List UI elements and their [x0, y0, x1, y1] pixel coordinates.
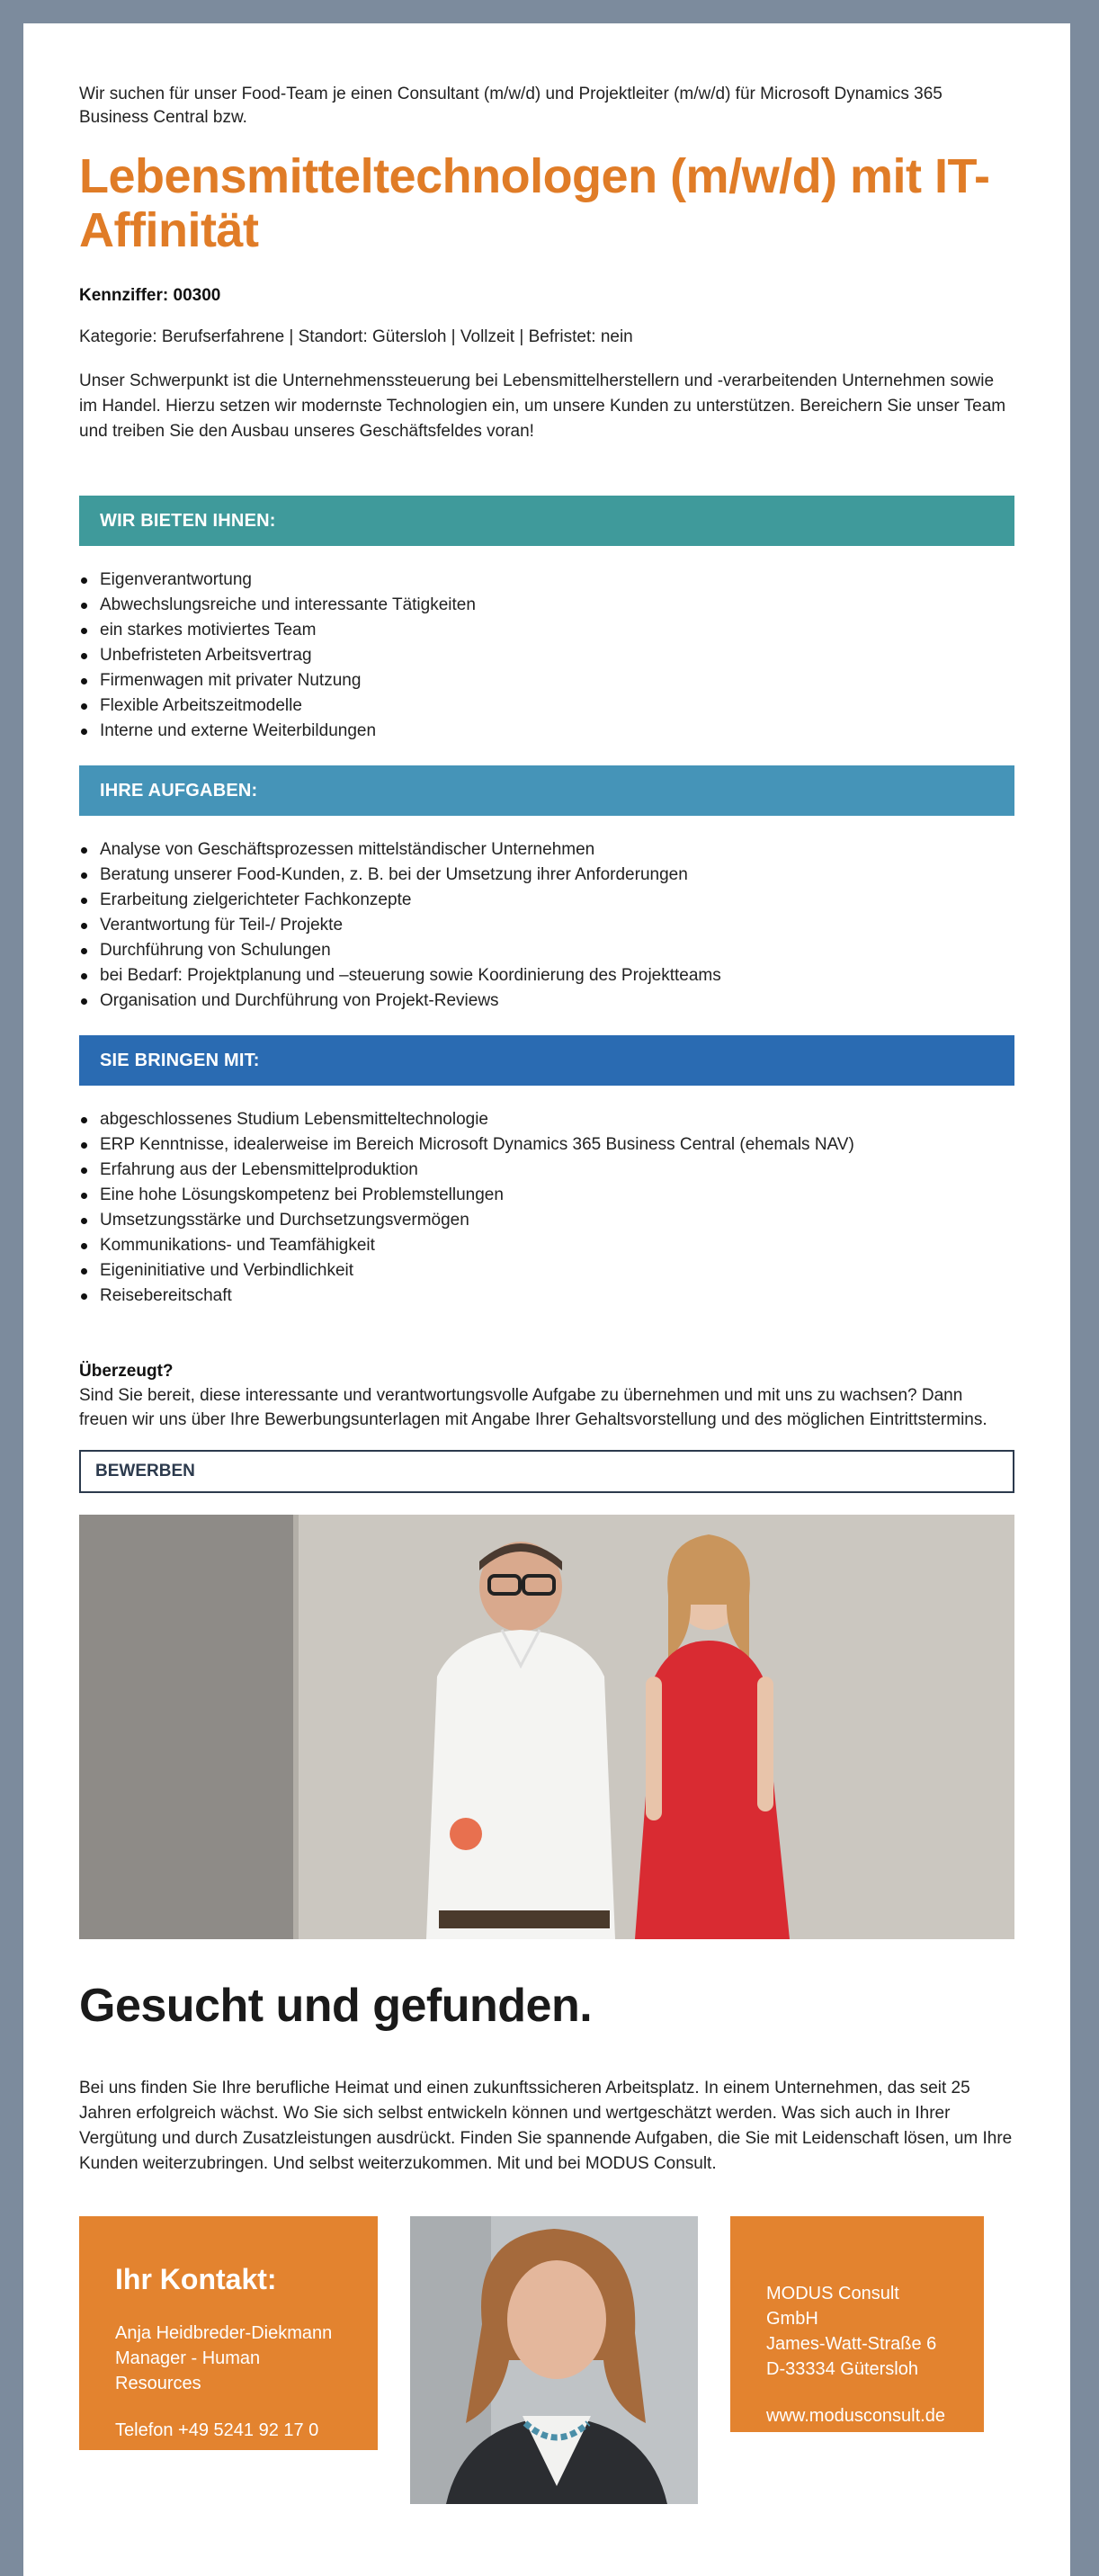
reference-number: Kennziffer: 00300 [79, 286, 221, 305]
list-item: ERP Kenntnisse, idealerweise im Bereich Microsoft Dynamics 365 Business Central (ehemals NAV) [79, 1132, 1014, 1158]
contact-phone[interactable]: Telefon +49 5241 92 17 0 [115, 2420, 319, 2440]
contact-role: Manager - Human Resources [115, 2348, 261, 2393]
list-item: Firmenwagen mit privater Nutzung [79, 668, 1014, 693]
requirements-section-heading: SIE BRINGEN MIT: [79, 1035, 1014, 1086]
team-photo [79, 1515, 1014, 1939]
contact-portrait-illustration [410, 2216, 698, 2504]
job-meta: Kategorie: Berufserfahrene | Standort: Gütersloh | Vollzeit | Befristet: nein [79, 327, 633, 346]
slogan-heading: Gesucht und gefunden. [79, 1980, 593, 2032]
company-street: James-Watt-Straße 6 [766, 2334, 937, 2354]
company-box [730, 2216, 984, 2432]
list-item: Organisation und Durchführung von Projekt-Reviews [79, 988, 1014, 1014]
contact-box [79, 2216, 378, 2450]
list-item: Reisebereitschaft [79, 1284, 1014, 1309]
job-posting-page [23, 23, 1070, 2576]
list-item: Erarbeitung zielgerichteter Fachkonzepte [79, 888, 1014, 913]
list-item: ein starkes motiviertes Team [79, 618, 1014, 643]
company-name: MODUS Consult GmbH [766, 2284, 899, 2329]
company-city: D-33334 Gütersloh [766, 2359, 918, 2379]
team-photo-illustration [79, 1515, 1014, 1939]
closing-text: Sind Sie bereit, diese interessante und verantwortungsvolle Aufgabe zu übernehmen und mit uns zu wachsen? Dann freuen wir uns über Ihre Bewerbungsunterlagen mit Angabe Ihrer Gehaltsvorstellung und des möglichen Eintrittstermins. [79, 1386, 987, 1429]
list-item: Eine hohe Lösungskompetenz bei Problemstellungen [79, 1183, 1014, 1208]
tasks-section-heading: IHRE AUFGABEN: [79, 765, 1014, 816]
job-title: Lebensmitteltechnologen (m/w/d) mit IT-Affinität [79, 149, 990, 257]
contact-heading: Ihr Kontakt: [115, 2263, 277, 2295]
list-item: Kommunikations- und Teamfähigkeit [79, 1233, 1014, 1258]
contact-portrait [410, 2216, 698, 2504]
slogan-text: Bei uns finden Sie Ihre berufliche Heimat und einen zukunftssicheren Arbeitsplatz. In einem Unternehmen, das seit 25 Jahren erfolgreich wächst. Wo Sie sich selbst entwickeln können und wertgeschätzt werden. Was sich auch in Ihrer Vergütung und durch Zusatzleistungen ausdrückt. Finden Sie spannende Aufgaben, die Sie mit Leidenschaft lösen, um Ihre Kunden weiterzubringen. Und selbst weiterzukommen. Mit und bei MODUS Consult. [79, 2079, 1013, 2173]
list-item: Abwechslungsreiche und interessante Tätigkeiten [79, 593, 1014, 618]
contact-name: Anja Heidbreder-Diekmann [115, 2323, 333, 2343]
list-item: Umsetzungsstärke und Durchsetzungsvermögen [79, 1208, 1014, 1233]
list-item: Durchführung von Schulungen [79, 938, 1014, 963]
list-item: abgeschlossenes Studium Lebensmitteltechnologie [79, 1107, 1014, 1132]
offer-list [79, 568, 1014, 744]
job-description: Unser Schwerpunkt ist die Unternehmenssteuerung bei Lebensmittelherstellern und -verarbeitenden Unternehmen sowie im Handel. Hierzu setzen wir modernste Technologien ein, um unsere Kunden zu unterstützen. Bereichern Sie unser Team und treiben Sie den Ausbau unseres Geschäftsfeldes voran! [79, 371, 1006, 441]
apply-button[interactable]: BEWERBEN [79, 1450, 1014, 1493]
company-website-link[interactable]: www.modusconsult.de [766, 2406, 945, 2426]
list-item: Eigeninitiative und Verbindlichkeit [79, 1258, 1014, 1284]
list-item: Verantwortung für Teil-/ Projekte [79, 913, 1014, 938]
list-item: Unbefristeten Arbeitsvertrag [79, 643, 1014, 668]
intro-text: Wir suchen für unser Food-Team je einen Consultant (m/w/d) und Projektleiter (m/w/d) für Microsoft Dynamics 365 Business Central bzw. [79, 85, 943, 127]
contact-row [79, 2216, 1014, 2504]
list-item: bei Bedarf: Projektplanung und –steuerung sowie Koordinierung des Projektteams [79, 963, 1014, 988]
list-item: Eigenverantwortung [79, 568, 1014, 593]
requirements-list [79, 1107, 1014, 1309]
list-item: Flexible Arbeitszeitmodelle [79, 693, 1014, 719]
offer-section-heading: WIR BIETEN IHNEN: [79, 496, 1014, 546]
list-item: Analyse von Geschäftsprozessen mittelständischer Unternehmen [79, 837, 1014, 863]
closing-heading: Überzeugt? [79, 1362, 174, 1381]
list-item: Erfahrung aus der Lebensmittelproduktion [79, 1158, 1014, 1183]
list-item: Beratung unserer Food-Kunden, z. B. bei der Umsetzung ihrer Anforderungen [79, 863, 1014, 888]
list-item: Interne und externe Weiterbildungen [79, 719, 1014, 744]
tasks-list [79, 837, 1014, 1014]
